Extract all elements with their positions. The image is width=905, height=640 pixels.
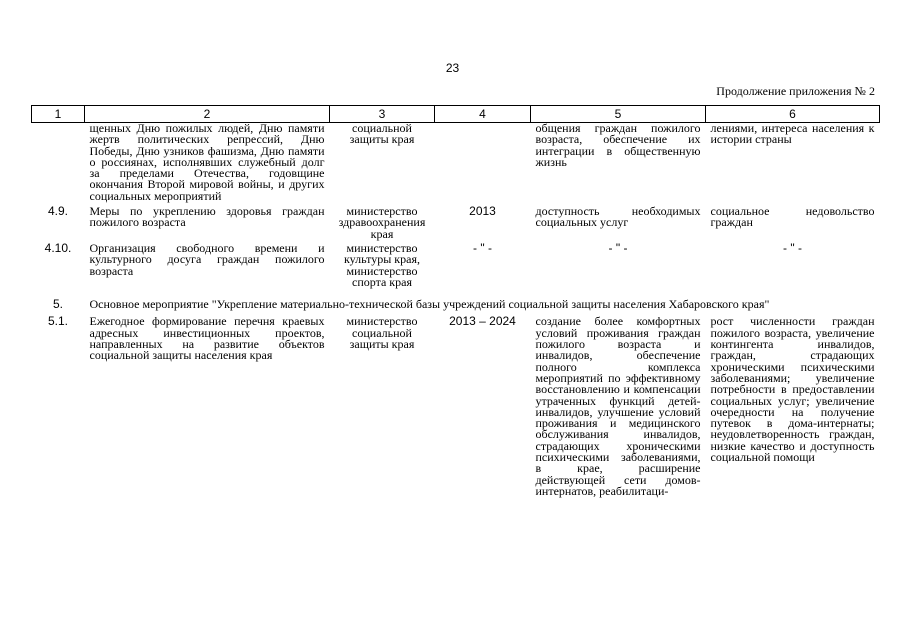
col-header-5: 5 — [531, 106, 706, 123]
risks-text: социальное недовольство граждан — [710, 204, 875, 230]
executor-text: министерство здравоохранения края — [338, 204, 426, 241]
result-text: - " - — [608, 240, 628, 255]
measure-text: Ежегодное формирование перечня краевых адресных инвестиционных проектов, направленных на развитие объектов социальной защиты населения края — [89, 314, 325, 363]
col-header-3: 3 — [330, 106, 435, 123]
col-header-4: 4 — [435, 106, 531, 123]
measure-text: Меры по укреплению здоровья граждан пожилого возраста — [89, 204, 325, 230]
executor-text: министерство культуры края, министерство спорта края — [344, 240, 420, 289]
row-number — [32, 123, 85, 203]
result-text: доступность необходимых социальных услуг — [535, 204, 701, 230]
term-text: 2013 – 2024 — [449, 314, 516, 329]
table-row-continued — [32, 123, 880, 203]
table-row-5-1 — [32, 310, 880, 497]
row-number: 5.1. — [47, 314, 68, 329]
table-row-4-9 — [32, 202, 880, 240]
table-row-5 — [32, 288, 880, 310]
table-header-row — [32, 106, 880, 123]
executor-text: министерство социальной защиты края — [346, 314, 418, 352]
measure-text: щенных Дню пожилых людей, Дню памяти жертв политических репрессий, Дню Победы, Дню узников фашизма, Дню памяти о россиянах, исполнявших служебный долг за пределами Отечества, годовщине окончания Второй мировой войны, и других социальных мероприятий — [89, 121, 325, 203]
row-number: 4.9. — [47, 204, 68, 219]
term-text — [435, 123, 531, 203]
term-text: - " - — [473, 240, 492, 255]
appendix-note: Продолжение приложения № 2 — [716, 84, 875, 98]
result-text: общения граждан пожилого возраста, обеспечение их интеграции в общественную жизнь — [535, 121, 701, 169]
col-header-2: 2 — [85, 106, 330, 123]
main-activity-title: Основное мероприятие "Укрепление материально-технической базы учреждений социальной защиты населения Хабаровского края" — [89, 297, 770, 312]
row-number: 4.10. — [44, 240, 72, 255]
result-text: создание более комфортных условий проживания граждан пожилого возраста и инвалидов, обеспечение полного комплекса мероприятий по эффективному восстановлению и компенсации утраченных функций детей-инвалидов, улучшение условий проживания и медицинского обслуживания инвалидов, страдающих хроническими психическими заболеваниями, в крае, расширение действующей сети домов-интернатов, реабилитаци- — [535, 314, 701, 498]
table-row-4-10 — [32, 240, 880, 288]
executor-text: социальной защиты края — [349, 121, 415, 147]
risks-text: лениями, интереса населения к истории страны — [710, 121, 875, 147]
page-number: 23 — [445, 61, 460, 75]
program-table — [31, 105, 880, 497]
row-number: 5. — [52, 297, 63, 312]
measure-text: Организация свободного времени и культурного досуга граждан пожилого возраста — [89, 240, 325, 278]
risks-text: - " - — [783, 240, 802, 255]
risks-text: рост численности граждан пожилого возраста, увеличение контингента инвалидов, граждан, страдающих хроническими психическими заболеваниями; увеличение потребности в предоставлении социальных услуг; увеличение очередности на получение путевок в дома-интернаты; неудовлетворенность граждан, низкие качество и доступность социальной помощи — [710, 314, 875, 465]
col-header-6: 6 — [706, 106, 880, 123]
term-text: 2013 — [469, 204, 496, 219]
col-header-1: 1 — [32, 106, 85, 123]
